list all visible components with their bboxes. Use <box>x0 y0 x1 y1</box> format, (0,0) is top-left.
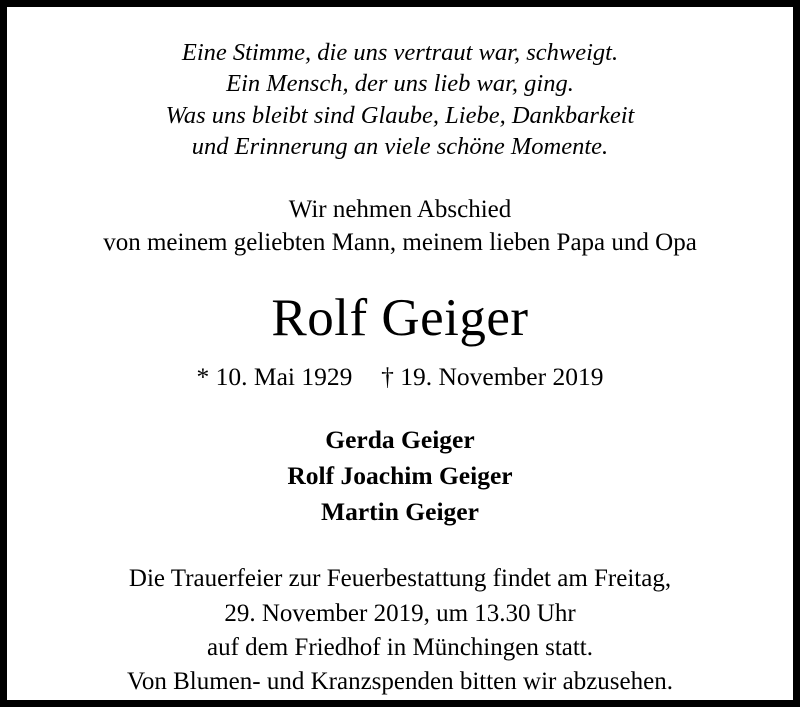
intro-line-2: von meinem geliebten Mann, meinem lieben Papa und Opa <box>103 228 697 256</box>
deceased-name: Rolf Geiger <box>271 289 529 348</box>
family-member-1: Gerda Geiger <box>325 424 475 454</box>
intro-line-1: Wir nehmen Abschied <box>288 196 512 224</box>
family-member-3: Martin Geiger <box>321 497 479 527</box>
poem-line-3: Was uns bleibt sind Glaube, Liebe, Dankbarkeit <box>165 101 635 129</box>
family-block <box>287 422 512 531</box>
service-line-4: Von Blumen- und Kranzspenden bitten wir abzusehen. <box>127 668 673 696</box>
poem-line-1: Eine Stimme, die uns vertraut war, schweigt. <box>181 39 619 66</box>
service-line-1: Die Trauerfeier zur Feuerbestattung findet am Freitag, <box>128 565 672 593</box>
birth-date: * 10. Mai 1929 <box>196 361 353 391</box>
intro-block <box>103 194 697 259</box>
poem-line-2: Ein Mensch, der uns lieb war, ging. <box>226 70 574 98</box>
death-date: † 19. November 2019 <box>381 361 604 391</box>
service-line-3: auf dem Friedhof in Münchingen statt. <box>206 633 594 661</box>
life-dates <box>197 362 604 392</box>
service-line-2: 29. November 2019, um 13.30 Uhr <box>224 599 576 627</box>
service-details <box>127 562 673 699</box>
family-member-2: Rolf Joachim Geiger <box>287 460 513 490</box>
poem-block <box>166 37 635 162</box>
poem-line-4: und Erinnerung an viele schöne Momente. <box>191 133 609 161</box>
